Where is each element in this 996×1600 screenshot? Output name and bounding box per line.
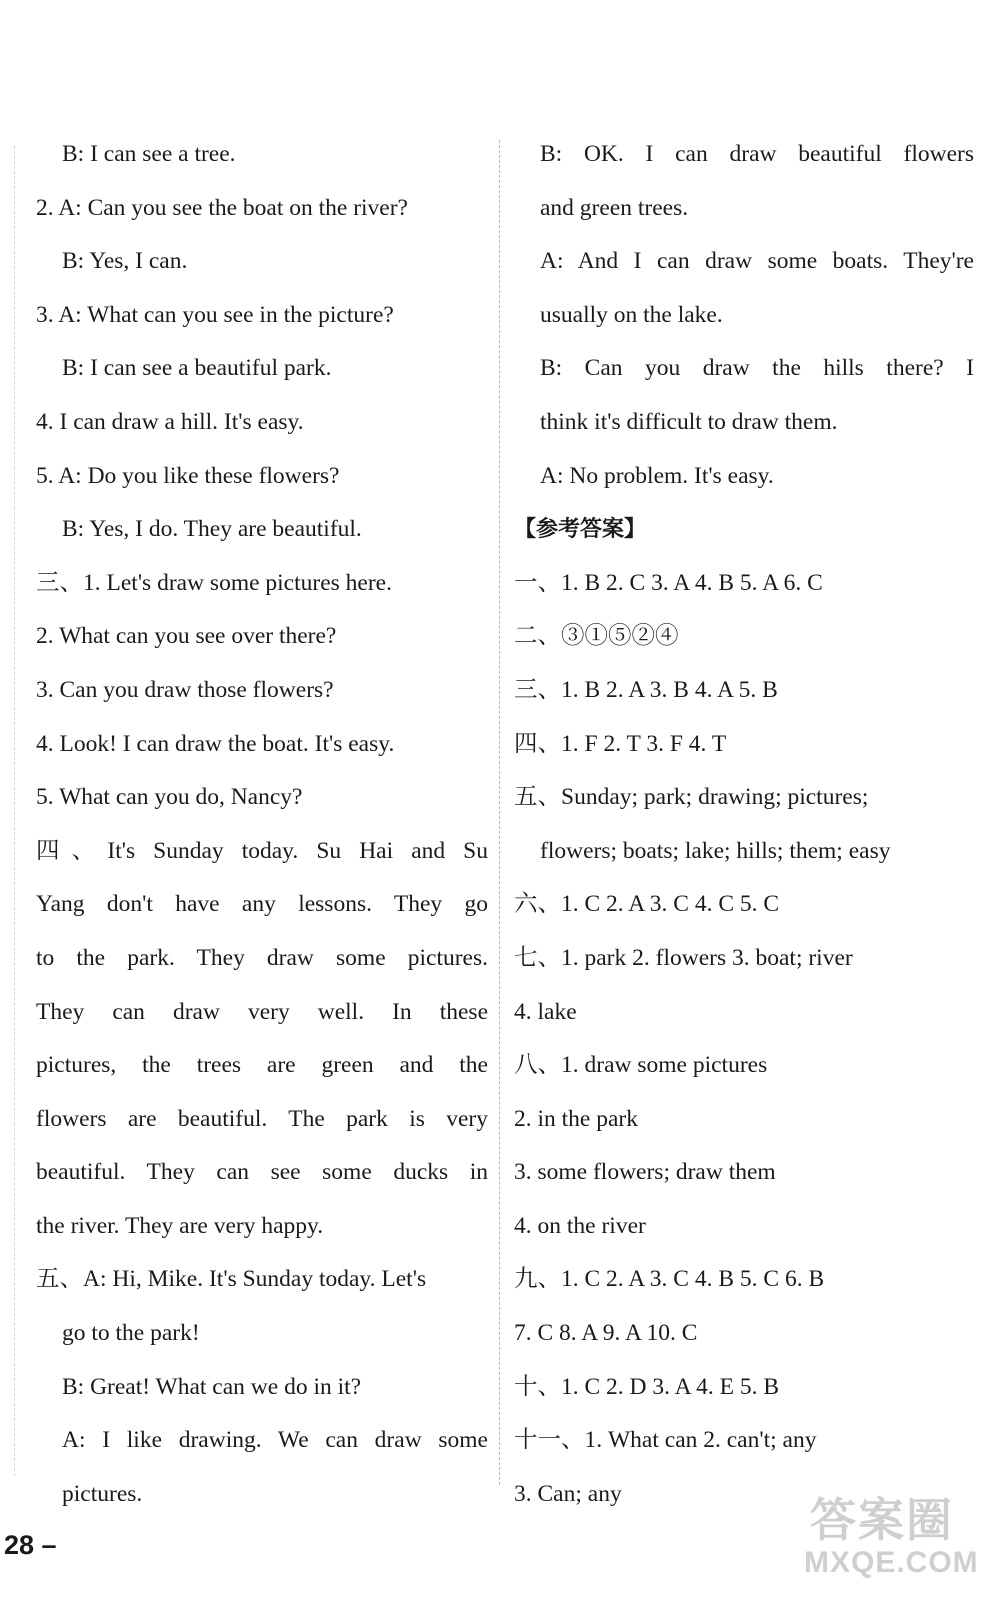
left-column (36, 128, 488, 1521)
text-line: B: Can you draw the hills there? I (540, 355, 974, 382)
text-line: 五、A: Hi, Mike. It's Sunday today. Let's (36, 1266, 427, 1293)
text-line: 五、Sunday; park; drawing; pictures; (514, 784, 869, 811)
watermark-logo: 答案圈 (810, 1494, 954, 1546)
watermark-url: MXQE.COM (804, 1546, 979, 1579)
text-line: 4. I can draw a hill. It's easy. (36, 408, 304, 435)
text-line: 5. What can you do, Nancy? (36, 784, 303, 811)
text-line: A: I like drawing. We can draw some (62, 1427, 488, 1454)
column-divider (499, 140, 500, 1485)
text-line: 5. A: Do you like these flowers? (36, 462, 340, 489)
text-line: 二、③①⑤②④ (514, 623, 679, 650)
text-line: 十一、1. What can 2. can't; any (514, 1427, 817, 1454)
text-line: B: OK. I can draw beautiful flowers (540, 141, 974, 167)
text-line: 3. Can; any (514, 1480, 622, 1507)
text-line: A: No problem. It's easy. (540, 462, 774, 489)
text-line: A: And I can draw some boats. They're (540, 248, 974, 275)
text-line: and green trees. (540, 194, 689, 221)
text-line: 四、1. F 2. T 3. F 4. T (514, 730, 727, 757)
text-line: 七、1. park 2. flowers 3. boat; river (514, 944, 853, 971)
text-line: 4. on the river (514, 1212, 646, 1239)
text-line: B: Yes, I can. (62, 248, 188, 275)
text-line: think it's difficult to draw them. (540, 408, 838, 435)
text-line: 六、1. C 2. A 3. C 4. C 5. C (514, 891, 780, 918)
text-line: beautiful. They can see some ducks in (36, 1159, 488, 1186)
text-line: 一、1. B 2. C 3. A 4. B 5. A 6. C (514, 569, 823, 596)
text-line: 三、1. B 2. A 3. B 4. A 5. B (514, 676, 778, 703)
text-line: 九、1. C 2. A 3. C 4. B 5. C 6. B (514, 1266, 825, 1293)
text-line: 2. in the park (514, 1105, 638, 1132)
text-line: 7. C 8. A 9. A 10. C (514, 1320, 698, 1347)
text-line: to the park. They draw some pictures. (36, 944, 488, 971)
text-line: usually on the lake. (540, 301, 723, 328)
text-line: B: I can see a tree. (62, 141, 236, 167)
text-line: B: I can see a beautiful park. (62, 355, 332, 382)
text-line: 2. A: Can you see the boat on the river? (36, 194, 408, 221)
text-line: flowers are beautiful. The park is very (36, 1105, 488, 1132)
text-line: 4. lake (514, 998, 577, 1025)
text-line: 3. some flowers; draw them (514, 1159, 776, 1186)
text-line: Yang don't have any lessons. They go (36, 891, 488, 918)
text-line: go to the park! (62, 1320, 200, 1347)
right-column (514, 128, 974, 1521)
page-number: 28 – (4, 1530, 57, 1560)
text-line: B: Yes, I do. They are beautiful. (62, 516, 362, 543)
text-line: flowers; boats; lake; hills; them; easy (540, 837, 891, 864)
text-line: 十、1. C 2. D 3. A 4. E 5. B (514, 1373, 780, 1400)
text-line: B: Great! What can we do in it? (62, 1373, 362, 1400)
text-line: 3. A: What can you see in the picture? (36, 301, 394, 328)
text-line: They can draw very well. In these (36, 998, 488, 1025)
text-line: 八、1. draw some pictures (514, 1052, 768, 1079)
watermark (800, 1482, 980, 1594)
text-line: 4. Look! I can draw the boat. It's easy. (36, 730, 395, 757)
text-line: 2. What can you see over there? (36, 623, 337, 650)
text-line: 3. Can you draw those flowers? (36, 676, 334, 703)
text-line: 四、It's Sunday today. Su Hai and Su (36, 837, 488, 864)
text-line: the river. They are very happy. (36, 1212, 324, 1239)
margin-rule (14, 146, 15, 1476)
text-line: 三、1. Let's draw some pictures here. (36, 569, 392, 596)
text-line: pictures, the trees are green and the (36, 1052, 488, 1079)
section-heading: 【参考答案】 (514, 517, 647, 543)
text-line: pictures. (62, 1480, 143, 1507)
